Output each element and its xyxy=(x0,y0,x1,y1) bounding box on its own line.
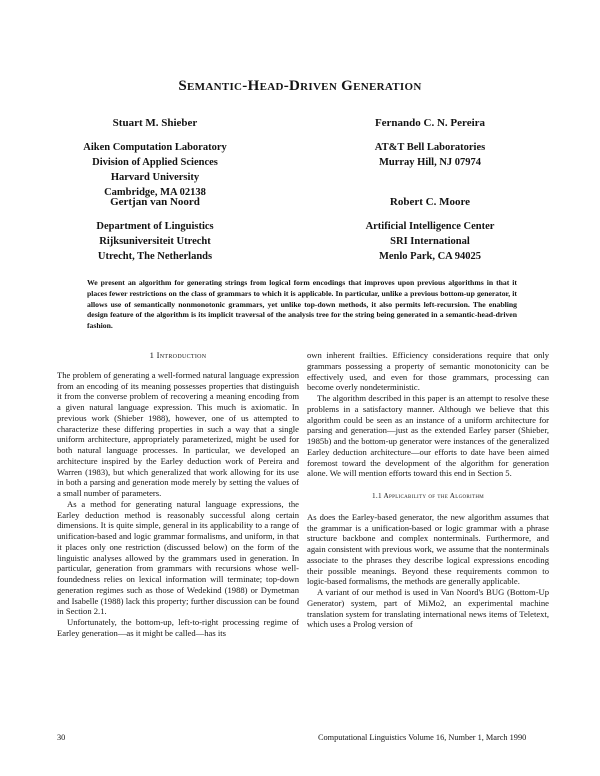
section-heading-introduction: 1 Introduction xyxy=(149,350,207,360)
author-name: Gertjan van Noord xyxy=(110,196,200,208)
author-block-van-noord xyxy=(70,195,240,264)
subsection-heading-applicability: 1.1 Applicability of the Algorithm xyxy=(371,492,485,500)
affiliation-line: Rijksuniversiteit Utrecht xyxy=(99,236,211,247)
affiliation-line: Menlo Park, CA 94025 xyxy=(378,251,482,262)
paper-title: Semantic-Head-Driven Generation xyxy=(178,78,422,94)
left-column xyxy=(57,350,299,639)
author-block-pereira xyxy=(345,116,515,170)
author-name: Stuart M. Shieber xyxy=(112,117,198,129)
paragraph: Unfortunately, the bottom-up, left-to-right processing regime of Earley generation—as it might be called—has its xyxy=(57,617,299,638)
affiliation-line: Division of Applied Sciences xyxy=(92,157,218,168)
author-block-shieber xyxy=(70,116,240,200)
affiliation-line: Aiken Computation Laboratory xyxy=(83,142,227,153)
journal-footer: Computational Linguistics Volume 16, Number 1, March 1990 xyxy=(318,733,527,742)
affiliation-line: SRI International xyxy=(390,236,470,247)
paragraph: As does the Earley-based generator, the new algorithm assumes that the grammar is a unification-based or logic grammar with a phrase structure backbone and complex nonterminals. Furthermore, and again consistent with previous work, we assume that the nonterminals associate to the phrases they describe logical expressions encoding their possible meanings. Beyond these requirements common to logic-based formalisms, the methods are generally applicable. xyxy=(307,511,549,587)
paragraph: A variant of our method is used in Van Noord's BUG (Bottom-Up Generator) system, part of MiMo2, an experimental machine translation system for translating international news items of Teletext, which uses a Prolog version of xyxy=(307,587,549,630)
affiliation-line: Cambridge, MA 02138 xyxy=(104,187,206,198)
paragraph: The problem of generating a well-formed natural language expression from an encoding of its meaning possesses properties that distinguish it from the converse problem of recovering a meaning encoding from a given natural language expression. This much is axiomatic. In previous work (Shieber 1988), however, one of us attempted to characterize these differing properties in such a way that a single uniform architecture, appropriately parameterized, might be used for both natural language processes. In particular, we developed an architecture inspired by the Earley deduction work of Pereira and Warren (1983), but which generalized that work allowing for its use in both a parsing and generation mode merely by setting the values of a small number of parameters. xyxy=(57,369,299,498)
paragraph: own inherent frailties. Efficiency considerations require that only grammars possessing a property of semantic monotonicity can be effectively used, and even for those grammars, processing can become overly nondeterministic. xyxy=(307,350,549,393)
author-name: Fernando C. N. Pereira xyxy=(374,117,486,129)
paragraph: As a method for generating natural language expressions, the Earley deduction method is reasonably successful along certain dimensions. It is quite simple, general in its applicability to a range of unification-based and logic grammar formalisms, and uniform, in that it places only one restriction (discussed below) on the form of the linguistic analyses allowed by the grammars used in generation. In particular, generation from grammars with recursions whose well-foundedness relies on lexical information will terminate; top-down generation regimes such as those of Wedekind (1988) or Dymetman and Isabelle (1988) lack this property; further discussion can be found in Section 2.1. xyxy=(57,498,299,617)
affiliation-line: AT&T Bell Laboratories xyxy=(374,142,486,153)
page-number: 30 xyxy=(57,733,66,742)
paragraph: The algorithm described in this paper is an attempt to resolve these problems in a satisfactory manner. Although we believe that this algorithm could be seen as an instance of a uniform architecture for parsing and generation—just as the extended Earley parser (Shieber, 1985b) and the bottom-up generator were instances of the generalized Earley deduction architecture—our efforts to date have been aimed foremost toward the development of the algorithm for generation alone. We will mention efforts toward this end in Section 5. xyxy=(307,393,549,479)
author-name: Robert C. Moore xyxy=(389,196,471,208)
author-block-moore xyxy=(345,195,515,264)
affiliation-line: Artificial Intelligence Center xyxy=(365,221,495,232)
right-column xyxy=(307,350,549,630)
affiliation-line: Utrecht, The Netherlands xyxy=(97,251,213,262)
abstract: We present an algorithm for generating strings from logical form encodings that improves upon previous algorithms in that it places fewer restrictions on the class of grammars to which it is applicable. In particular, unlike a previous bottom-up generator, it allows use of semantically nonmonotonic grammars, yet unlike top-down methods, it also permits left-recursion. The enabling design feature of the algorithm is its implicit traversal of the analysis tree for the string being generated in a semantic-head-driven fashion. xyxy=(87,278,517,331)
affiliation-line: Department of Linguistics xyxy=(96,221,214,232)
affiliation-line: Murray Hill, NJ 07974 xyxy=(378,157,482,168)
affiliation-line: Harvard University xyxy=(110,172,200,183)
